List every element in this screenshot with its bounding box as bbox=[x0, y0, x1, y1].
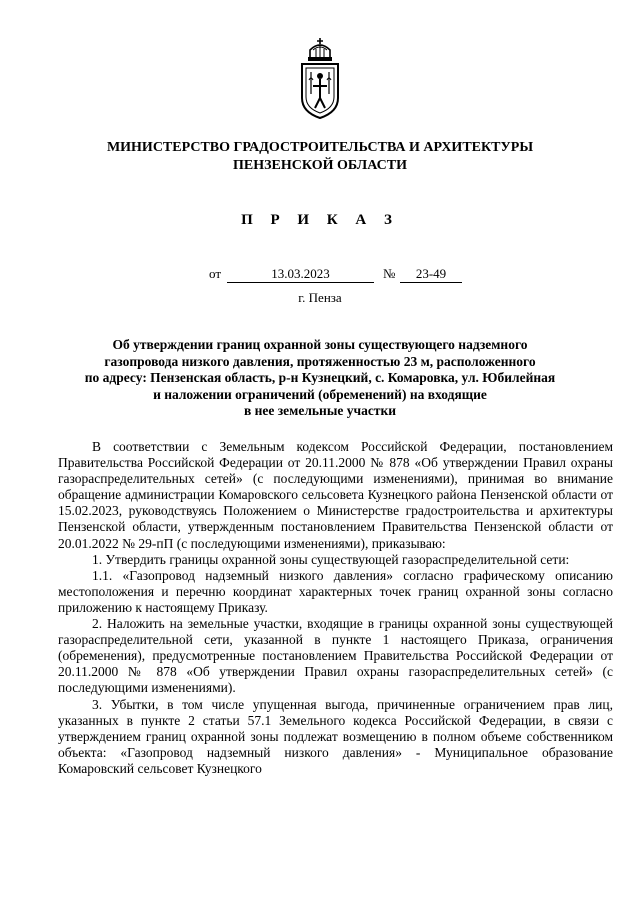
item-1-paragraph: 1. Утвердить границы охранной зоны существующей газораспределительной сети: bbox=[92, 551, 570, 567]
date-number-line bbox=[0, 266, 640, 286]
order-subject bbox=[60, 337, 580, 420]
document-date: 13.03.2023 bbox=[227, 266, 374, 283]
date-prefix: от bbox=[209, 266, 222, 281]
subject-line2: газопровода низкого давления, протяженностью 23 м, расположенного bbox=[104, 353, 536, 369]
ministry-name-line1: МИНИСТЕРСТВО ГРАДОСТРОИТЕЛЬСТВА И АРХИТЕКТУРЫ bbox=[106, 140, 534, 155]
subject-line4: и наложении ограничений (обременений) на входящие bbox=[153, 386, 487, 402]
order-body bbox=[58, 439, 613, 777]
number-prefix: № bbox=[383, 266, 396, 281]
preamble-paragraph: В соответствии с Земельным кодексом Российской Федерации, постановлением Правительства Российской Федерации от 20.11.2000 № 878 «Об утверждении Правил охраны газораспределительных сетей» (с последующими изменениями), принимая во внимание обращение администрации Комаровского сельсовета Кузнецкого района Пензенской области от 15.02.2023, руководствуясь Положением о Министерстве градостроительства и архитектуры Пензенской области, утвержденным постановлением Правительства Пензенской области от 20.01.2022 № 29-пП (с последующими изменениями), приказываю: bbox=[58, 439, 613, 551]
city-name: г. Пенза bbox=[298, 290, 342, 305]
item-3-paragraph: 3. Убытки, в том числе упущенная выгода, причиненные ограничением прав лиц, указанных в пункте 2 статьи 57.1 Земельного кодекса Российской Федерации, в связи с утверждением границ охранной зоны подлежат возмещению в полном объеме собственником объекта: «Газопровод надземный низкого давления» - Муниципальное образование Комаровский сельсовет Кузнецкого bbox=[58, 696, 613, 776]
item-1-1-paragraph: 1.1. «Газопровод надземный низкого давления» согласно графическому описанию местоположения и перечню координат характерных точек границ охранной зоны согласно приложению к настоящему Приказу. bbox=[58, 567, 613, 615]
document-type-title: П Р И К А З bbox=[241, 212, 399, 228]
subject-line1: Об утверждении границ охранной зоны существующего надземного bbox=[112, 337, 528, 352]
subject-line3: по адресу: Пензенская область, р-н Кузнецкий, с. Комаровка, ул. Юбилейная bbox=[84, 370, 556, 385]
subject-line5: в нее земельные участки bbox=[243, 403, 397, 418]
document-number: 23-49 bbox=[400, 266, 462, 283]
ministry-name-line2: ПЕНЗЕНСКОЙ ОБЛАСТИ bbox=[233, 158, 407, 173]
item-2-paragraph: 2. Наложить на земельные участки, входящие в границы охранной зоны существующей газораспределительной сети, указанной в пункте 1 настоящего Приказа, ограничения (обременения), предусмотренные постановлением Правительства Российской Федерации от 20.11.2000 № 878 «Об утверждении Правил охраны газораспределительных сетей» (с последующими изменениями). bbox=[58, 616, 613, 696]
coat-of-arms-emblem-icon bbox=[296, 36, 344, 122]
ministry-name bbox=[60, 139, 580, 175]
